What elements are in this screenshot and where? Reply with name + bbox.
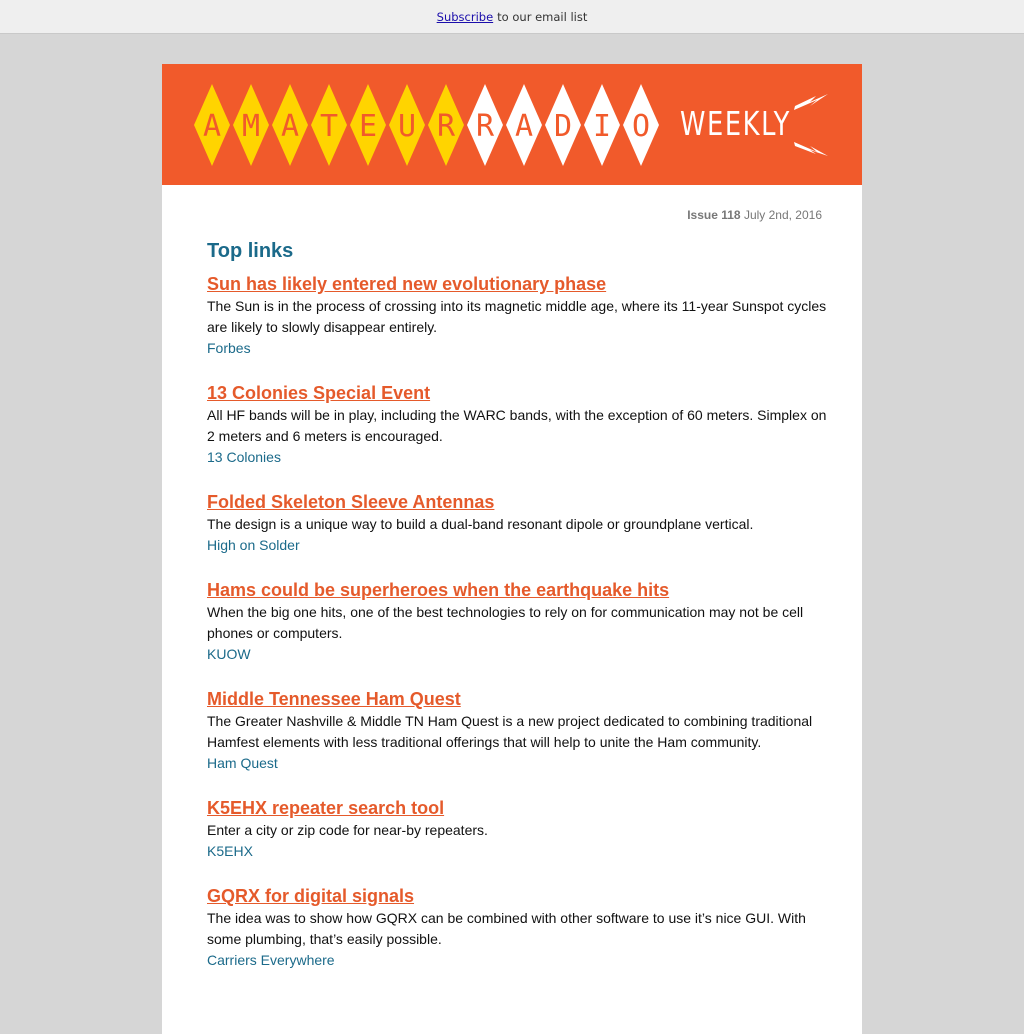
subscribe-link[interactable]: Subscribe	[436, 9, 494, 24]
section-title: Top links	[207, 240, 294, 262]
main-content	[207, 239, 827, 994]
article-description: The design is a unique way to build a dual-band resonant dipole or groundplane vertical.	[207, 516, 754, 532]
article-item	[207, 273, 827, 359]
article-title-link[interactable]: GQRX for digital signals	[207, 886, 415, 906]
masthead-letter: M	[241, 109, 261, 144]
issue-date: July 2nd, 2016	[743, 208, 822, 222]
masthead-letter: A	[202, 109, 222, 144]
masthead-letter: I	[592, 109, 612, 144]
article-description: All HF bands will be in play, including the WARC bands, with the exception of 60 meters. Simplex on 2 meters and 6 meters is encouraged.	[207, 407, 827, 444]
issue-number: Issue 118	[687, 208, 741, 222]
article-title-link[interactable]: Sun has likely entered new evolutionary phase	[207, 274, 607, 294]
article-item	[207, 382, 827, 468]
article-source-link[interactable]: Carriers Everywhere	[207, 952, 335, 968]
masthead-letter: D	[553, 109, 573, 144]
article-source-link[interactable]: KUOW	[207, 646, 251, 662]
newsletter-card	[162, 64, 862, 1034]
article-list	[207, 273, 827, 971]
article-source-link[interactable]: 13 Colonies	[207, 449, 281, 465]
lightning-bolt-icon	[794, 94, 828, 110]
article-title-link[interactable]: Hams could be superheroes when the earthquake hits	[207, 580, 670, 600]
article-item	[207, 579, 827, 665]
masthead-letter: A	[280, 109, 300, 144]
masthead-weekly: WEEKLY	[680, 104, 791, 143]
article-description: When the big one hits, one of the best technologies to rely on for communication may not be cell phones or computers.	[207, 604, 804, 641]
masthead-letter: O	[631, 109, 651, 144]
article-title-link[interactable]: Folded Skeleton Sleeve Antennas	[207, 492, 495, 512]
masthead-letter: E	[358, 109, 378, 144]
article-item	[207, 688, 827, 774]
article-title-link[interactable]: Middle Tennessee Ham Quest	[207, 689, 461, 709]
issue-info	[687, 208, 822, 222]
masthead-letter: U	[397, 109, 417, 144]
lightning-icons	[162, 64, 862, 185]
lightning-bolt-icon	[794, 142, 828, 156]
article-title-link[interactable]: K5EHX repeater search tool	[207, 798, 445, 818]
subscribe-text: to our email list	[497, 9, 588, 24]
masthead-letter: R	[475, 109, 495, 144]
article-description: Enter a city or zip code for near-by repeaters.	[207, 822, 488, 838]
article-description: The Greater Nashville & Middle TN Ham Quest is a new project dedicated to combining traditional Hamfest elements with less traditional offerings that will help to unite the Ham community.	[207, 713, 813, 750]
article-source-link[interactable]: High on Solder	[207, 537, 300, 553]
masthead-letter: A	[514, 109, 534, 144]
article-source-link[interactable]: Forbes	[207, 340, 251, 356]
article-item	[207, 885, 827, 971]
article-item	[207, 491, 827, 556]
masthead-letter: T	[319, 109, 339, 144]
masthead-banner	[162, 64, 862, 185]
article-description: The Sun is in the process of crossing into its magnetic middle age, where its 11-year Sunspot cycles are likely to slowly disappear entirely.	[207, 298, 827, 335]
article-description: The idea was to show how GQRX can be combined with other software to use it’s nice GUI. With some plumbing, that’s easily possible.	[207, 910, 806, 947]
article-source-link[interactable]: K5EHX	[207, 843, 253, 859]
article-source-link[interactable]: Ham Quest	[207, 755, 278, 771]
article-item	[207, 797, 827, 862]
article-title-link[interactable]: 13 Colonies Special Event	[207, 383, 431, 403]
masthead-letter: R	[436, 109, 456, 144]
subscribe-bar	[0, 0, 1024, 34]
